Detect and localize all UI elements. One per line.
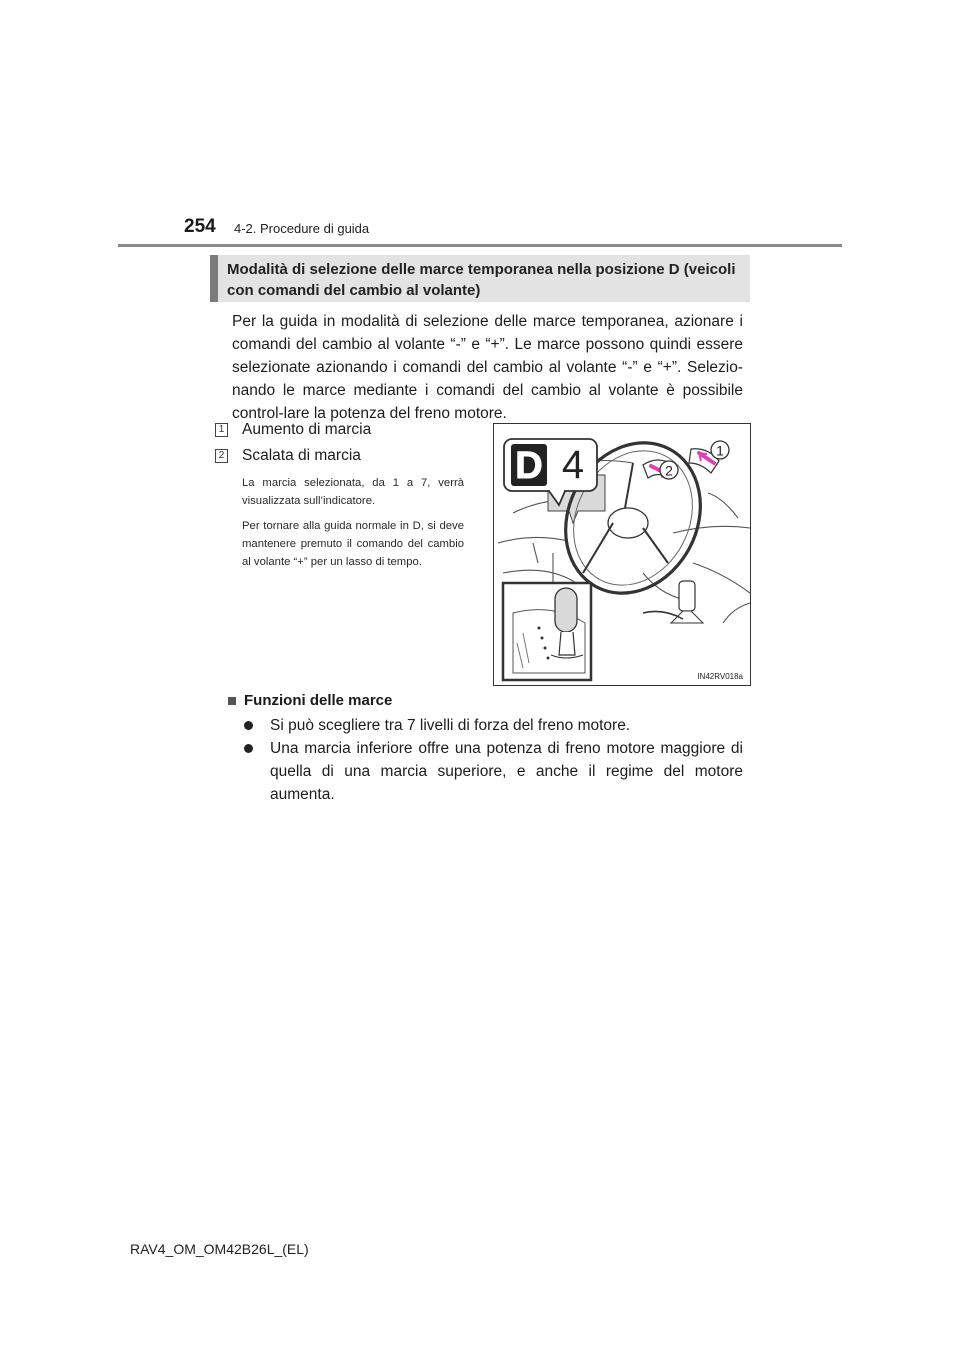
functions-heading: Funzioni delle marce bbox=[244, 692, 393, 709]
function-bullet-2: Una marcia inferiore offre una potenza di freno motore maggiore di quella di una marcia superiore, e anche il regime del motore aumenta. bbox=[270, 740, 743, 803]
section-title: Modalità di selezione delle marce temporanea nella posizione D (veicoli con comandi del cambio al volante) bbox=[210, 255, 750, 302]
display-gear-letter: D bbox=[515, 445, 543, 487]
note-gear-indicator: La marcia selezionata, da 1 a 7, verrà visualizzata sull’indicatore. bbox=[242, 477, 464, 507]
function-bullet-1: Si può scegliere tra 7 livelli di forza del freno motore. bbox=[270, 717, 631, 734]
bullet-dot-icon bbox=[244, 721, 253, 730]
page-number: 254 bbox=[184, 216, 216, 237]
square-bullet-icon bbox=[228, 697, 236, 705]
shift-paddles-illustration bbox=[493, 423, 751, 686]
item-label-upshift: Aumento di marcia bbox=[242, 421, 372, 438]
display-gear-number: 4 bbox=[561, 443, 585, 487]
callout-2: 2 bbox=[665, 462, 673, 479]
item-number-1: 1 bbox=[215, 423, 228, 437]
item-label-downshift: Scalata di marcia bbox=[242, 447, 361, 464]
figure-code: IN42RV018a bbox=[697, 672, 743, 681]
item-number-2: 2 bbox=[215, 449, 228, 463]
document-footer: RAV4_OM_OM42B26L_(EL) bbox=[130, 1241, 309, 1257]
intro-paragraph: Per la guida in modalità di selezione delle marce temporanea, azionare i comandi del cambio al volante “-” e “+”. Le marce possono quindi essere selezionate azionando i comandi del cambio al volante “-” e “+”. Selezio-nando le marce mediante i comandi del cambio al volante è possibile control-lare la potenza del freno motore. bbox=[232, 313, 743, 422]
section-label: 4-2. Procedure di guida bbox=[234, 221, 370, 236]
callout-1: 1 bbox=[716, 442, 724, 459]
bullet-dot-icon bbox=[244, 744, 253, 753]
note-return-normal: Per tornare alla guida normale in D, si deve mantenere premuto il comando del cambio al volante “+” per un lasso di tempo. bbox=[242, 520, 464, 568]
header-rule bbox=[118, 244, 842, 247]
